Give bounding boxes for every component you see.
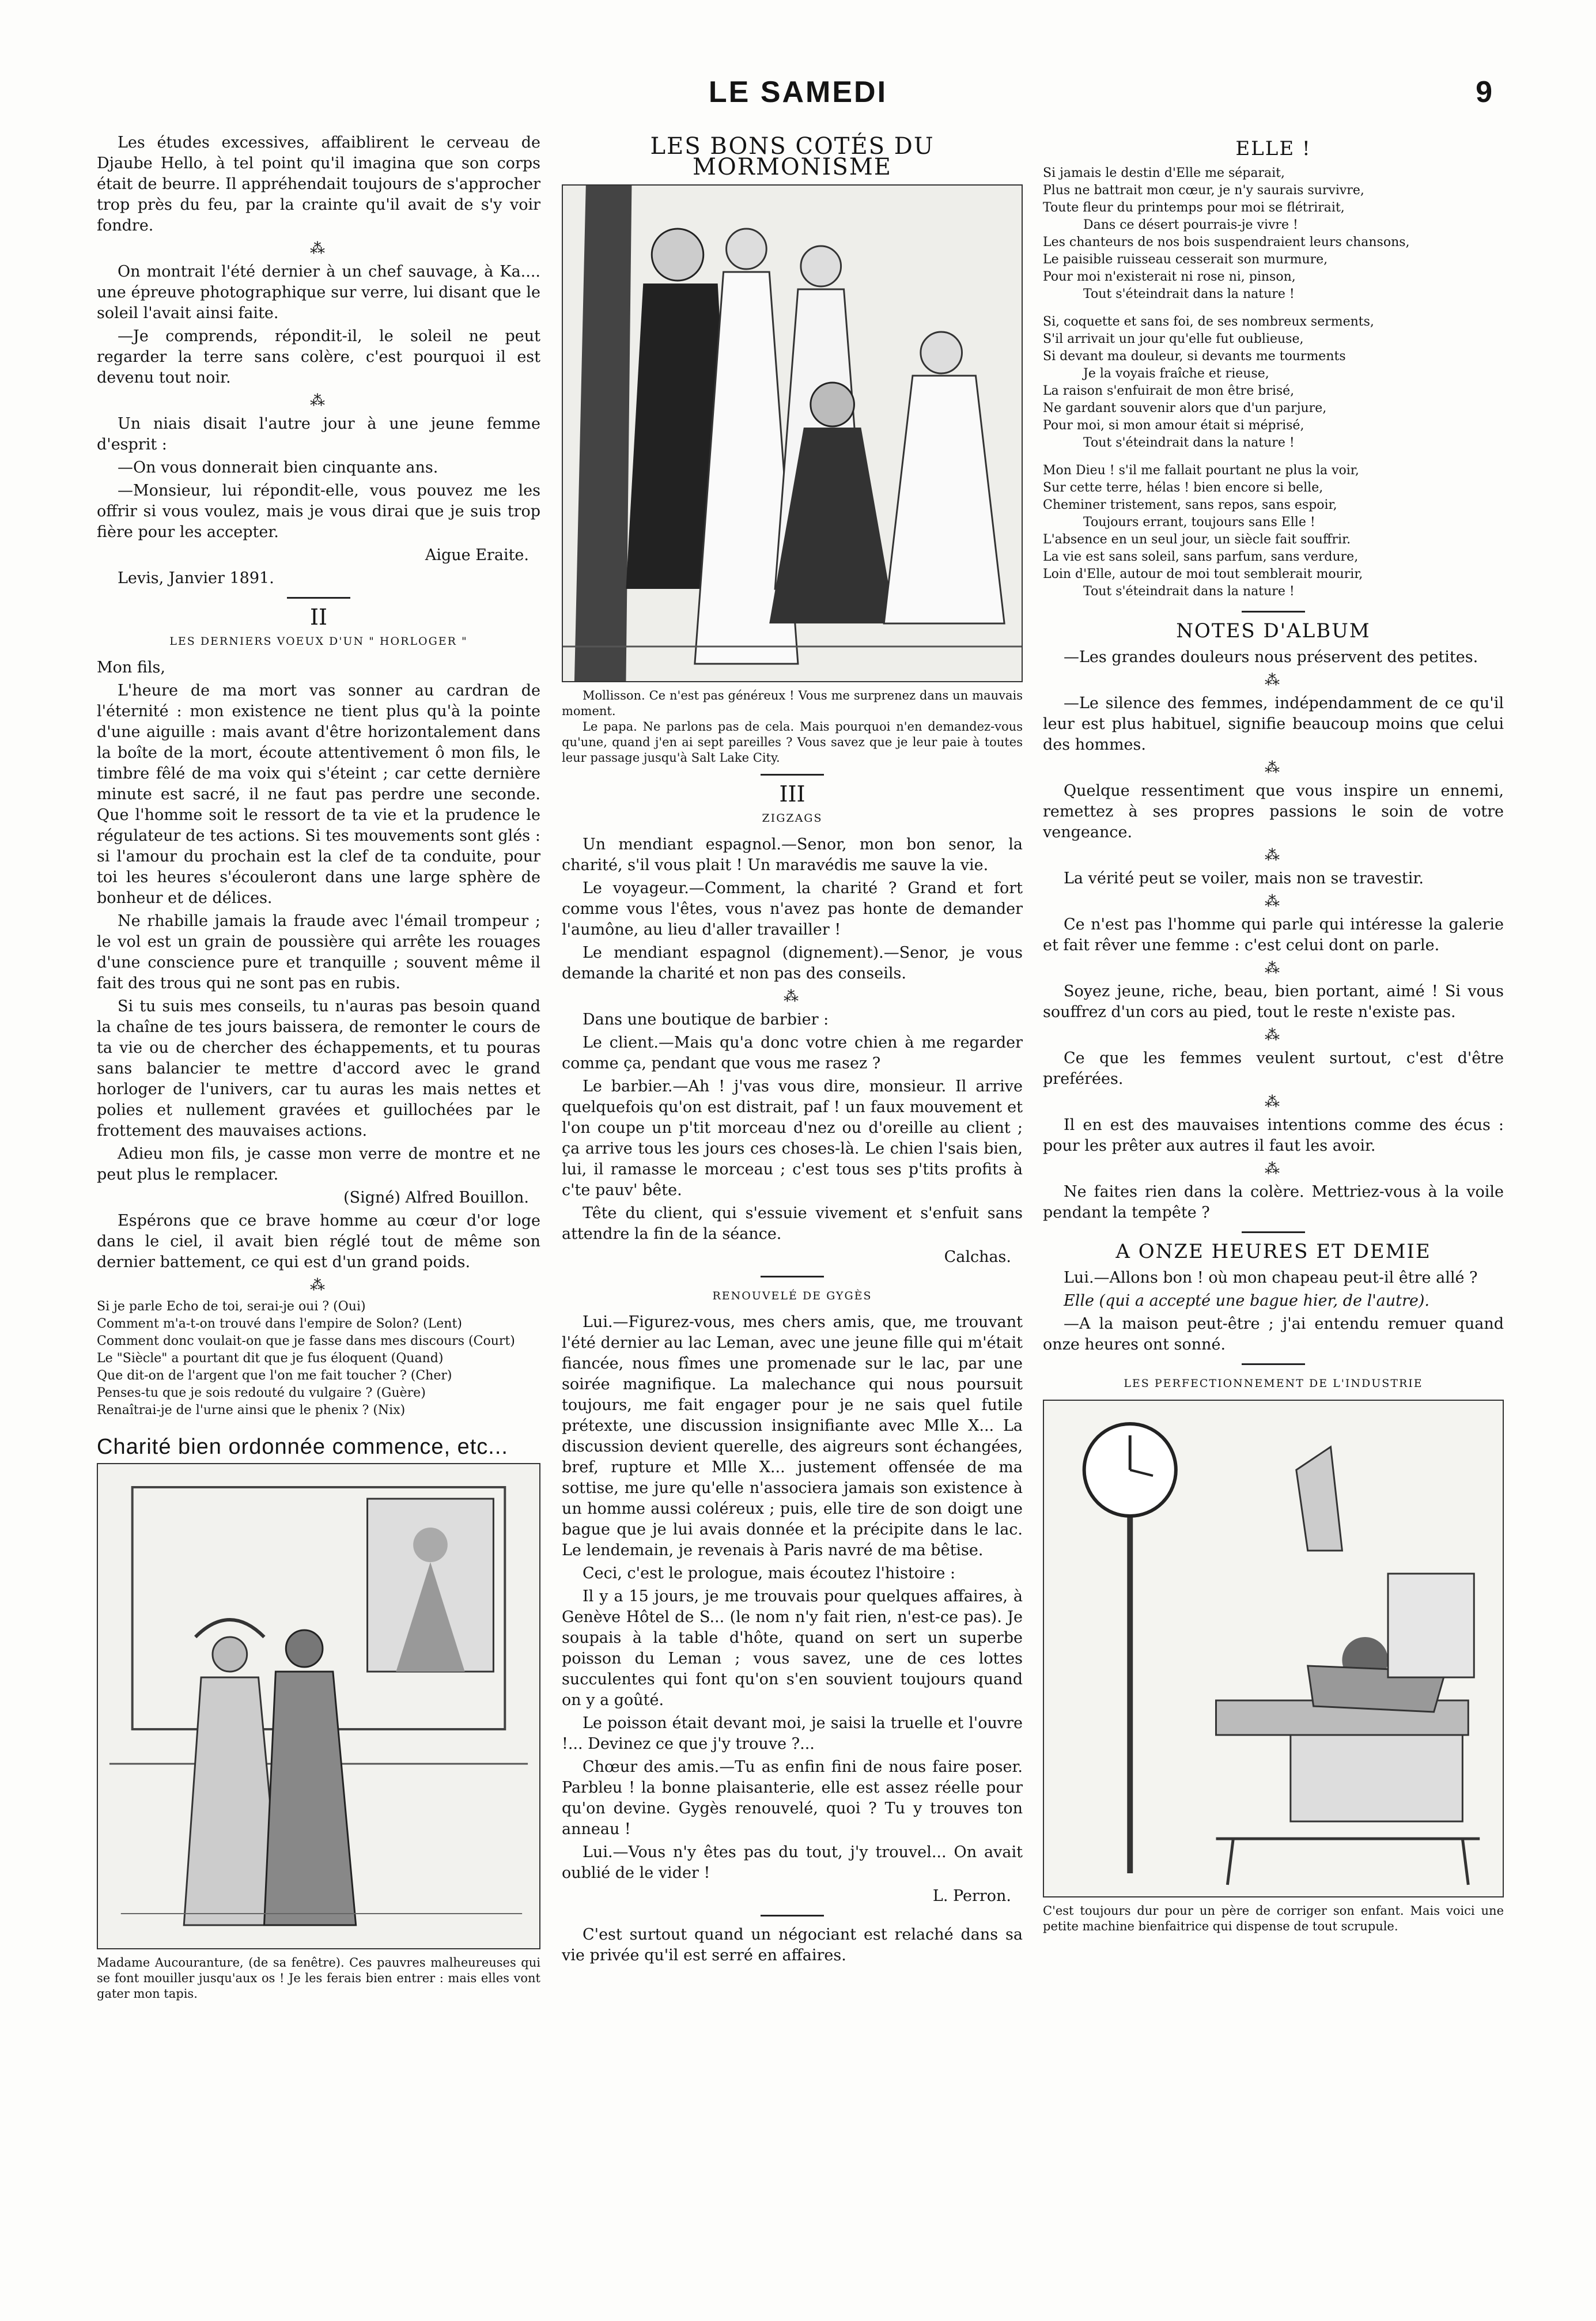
paragraph: Elle (qui a accepté une bague hier, de l'autre). <box>1064 1292 1429 1310</box>
paragraph: C'est surtout quand un négociant est relaché dans sa vie privée qu'il est serré en affaires. <box>562 1926 1023 1964</box>
verse-line: Cheminer tristement, sans repos, sans espoir, <box>1043 498 1337 512</box>
paragraph: Un niais disait l'autre jour à une jeune femme d'esprit : <box>97 415 540 453</box>
paragraph: Le barbier.—Ah ! j'vas vous dire, monsieur. Il arrive quelquefois qu'on est distrait, paf ! un faux mouvement et l'on coupe un p'tit morceau d'nez ou d'oreille au client ; ça arrive tous les jours ces choses-là. Le chien l'sais bien, lui, il ramasse le morceau ; c'est tous ses p'tits profits à c'te pauv' bête. <box>562 1078 1023 1199</box>
poem-stanza <box>1043 462 1504 600</box>
paragraph: Ce n'est pas l'homme qui parle qui intéresse la galerie et fait rêver une femme : c'est celui dont on parle. <box>1043 916 1504 954</box>
verse-line: Si devant ma douleur, si devants me tourments <box>1043 349 1346 364</box>
asterism: ⁂ <box>784 988 801 1005</box>
paragraph: L'heure de ma mort vas sonner au cardran de l'éternité : mon existence ne tient plus qu'à la pointe d'une aiguille : mais avant d'être horizontalement dans la boîte de la mort, écoute attentivement ô mon fils, le timbre fêlé de ma voix qui s'éteint ; car cette dernière minute est sacré, il ne faut pas perdre une seconde. Que l'homme soit le ressort de ta vie et la prudence le régulateur de tes actions. Si tes mouvements sont glés : si l'amour du prochain est la clef de ta conduite, pour toi les heures s'écouleront dans une large sphère de bonheur et de délices. <box>97 682 540 907</box>
asterism: ⁂ <box>310 392 327 410</box>
cartoon-illustration <box>97 1463 540 1949</box>
verse-line: Ne gardant souvenir alors que d'un parjure, <box>1043 401 1327 415</box>
paragraph: On montrait l'été dernier à un chef sauvage, à Ka.... une épreuve photographique sur verre, lui disant que le soleil l'avait ainsi faite. <box>97 263 540 322</box>
asterism: ⁂ <box>1265 1094 1282 1111</box>
paragraph: —Le silence des femmes, indépendamment de ce qu'il leur est plus habituel, signifie beaucoup moins que celui des hommes. <box>1043 694 1504 754</box>
paragraph: Ne rhabille jamais la fraude avec l'émail trompeur ; le vol est un grain de poussière qui arrête les rouages d'une conscience pure et tranquille ; souvent même il fait des trous qui ne sont pas en rubis. <box>97 912 540 992</box>
signature: L. Perron. <box>932 1887 1011 1905</box>
illustration-caption <box>562 688 1023 766</box>
section-title: NOTES D'ALBUM <box>1176 619 1371 642</box>
industry-illustration <box>1043 1400 1504 1897</box>
divider <box>761 774 824 776</box>
paragraph: Un mendiant espagnol.—Senor, mon bon senor, la charité, s'il vous plait ! Un maravédis me sauve la vie. <box>562 836 1023 874</box>
paragraph: Si tu suis mes conseils, tu n'auras pas besoin quand la chaîne de tes jours baissera, de remonter le cours de ta vie ou de chercher des échappements, et tu pouras sans balancier te mettre d'accord avec le grand horloger de l'univers, car tu auras les mais nettes et polies et nullement gravées et guillochées par le frottement des mauvaises actions. <box>97 997 540 1140</box>
riddle-line: Si je parle Echo de toi, serai-je oui ? (Oui) <box>97 1299 366 1314</box>
verse-line: Dans ce désert pourrais-je vivre ! <box>1083 218 1298 232</box>
paragraph: Lui.—Vous n'y êtes pas du tout, j'y trouvel... On avait oublié de le vider ! <box>562 1843 1023 1882</box>
caption-line: Mollisson. Ce n'est pas généreux ! Vous me surprenez dans un mauvais moment. <box>562 689 1023 718</box>
verse-line: Si jamais le destin d'Elle me séparait, <box>1043 166 1285 180</box>
paragraph: —Je comprends, répondit-il, le soleil ne peut regarder la terre sans colère, c'est pourquoi il est devenu tout noir. <box>97 327 540 387</box>
section-title: A ONZE HEURES ET DEMIE <box>1115 1240 1431 1263</box>
paragraph: Le voyageur.—Comment, la charité ? Grand et fort comme vous l'êtes, vous n'avez pas honte de demander l'aumône, au lieu d'aller travailler ! <box>562 879 1023 939</box>
journal-title: LE SAMEDI <box>708 75 888 109</box>
section-number: III <box>779 781 805 807</box>
poem-title: ELLE ! <box>1235 137 1311 160</box>
paragraph: Ceci, c'est le prologue, mais écoutez l'histoire : <box>583 1564 956 1582</box>
verse-line: Les chanteurs de nos bois suspendraient leurs chansons, <box>1043 235 1410 250</box>
column-3 <box>1043 133 1504 2288</box>
paragraph: Il en est des mauvaises intentions comme des écus : pour les prêter aux autres il faut les avoir. <box>1043 1116 1504 1155</box>
signature: (Signé) Alfred Bouillon. <box>343 1189 529 1207</box>
illustration-caption: C'est toujours dur pour un père de corriger son enfant. Mais voici une petite machine bienfaitrice qui dispense de tout scrupule. <box>1043 1904 1504 1933</box>
cartoon-title: Charité bien ordonnée commence, etc... <box>97 1435 508 1459</box>
verse-line: Tout s'éteindrait dans la nature ! <box>1083 436 1295 450</box>
verse-line: Tout s'éteindrait dans la nature ! <box>1083 287 1295 301</box>
asterism: ⁂ <box>310 240 327 258</box>
verse-line: La vie est sans soleil, sans parfum, sans verdure, <box>1043 550 1359 564</box>
verse-line: S'il arrivait un jour qu'elle fut oublieuse, <box>1043 332 1304 346</box>
caption-line: Le papa. Ne parlons pas de cela. Mais pourquoi n'en demandez-vous qu'une, quand j'en ai sept pareilles ? Vous savez que je leur paie à toutes leur passage jusqu'à Salt Lake City. <box>562 720 1023 765</box>
paragraph: —On vous donnerait bien cinquante ans. <box>118 459 438 477</box>
paragraph: —A la maison peut-être ; j'ai entendu remuer quand onze heures ont sonné. <box>1043 1315 1504 1354</box>
verse-line: La raison s'enfuirait de mon être brisé, <box>1043 384 1295 398</box>
paragraph: Dans une boutique de barbier : <box>583 1011 829 1029</box>
verse-line: Le paisible ruisseau cesserait son murmure, <box>1043 252 1328 267</box>
verse-line: Sur cette terre, hélas ! bien encore si belle, <box>1043 481 1323 495</box>
verse-line: Loin d'Elle, autour de moi tout semblerait mourir, <box>1043 567 1363 581</box>
paragraph: Lui.—Figurez-vous, mes chers amis, que, me trouvant l'été dernier au lac Leman, avec une jeune fille qui m'était fiancée, nous fîmes une promenade sur le lac, par une soirée magnifique. La malechance qui nous poursuit toujours, me fait engager pour je ne sais quel futile prétexte, une discussion insignifiante avec Mlle X... La discussion devient querelle, des aigreurs sont échangées, bref, rupture et Mlle X... justement offensée de ma sottise, me jure qu'elle n'associera jamais son existence à un homme aussi coléreux ; puis, elle tire de son doigt une bague que je lui avais donnée et la précipite dans le lac. Le lendemain, je revenais à Paris navré de ma bêtise. <box>562 1313 1023 1559</box>
page-number: 9 <box>1476 75 1492 109</box>
section-title: LES DERNIERS VOEUX D'UN " HORLOGER " <box>169 635 468 648</box>
paragraph: Le mendiant espagnol (dignement).—Senor, je vous demande la charité et non pas des conseils. <box>562 944 1023 982</box>
asterism: ⁂ <box>1265 1160 1282 1178</box>
article-title: LES BONS COTÉS DU MORMONISME <box>650 133 935 180</box>
paragraph: Soyez jeune, riche, beau, bien portant, aimé ! Si vous souffrez d'un cors au pied, tout le reste n'existe pas. <box>1043 982 1504 1021</box>
verse-line: L'absence en un seul jour, un siècle fait souffrir. <box>1043 532 1351 547</box>
paragraph: Les études excessives, affaiblirent le cerveau de Djaube Hello, à tel point qu'il imagina que son corps était de beurre. Il appréhendait toujours de s'approcher trop près du feu, par la crainte qu'il avait de s'y voir fondre. <box>97 134 540 235</box>
section-title: LES PERFECTIONNEMENT DE L'INDUSTRIE <box>1124 1377 1423 1390</box>
paragraph: —Monsieur, lui répondit-elle, vous pouvez me les offrir si vous voulez, mais je vous dirai que je suis trop fière pour les accepter. <box>97 482 540 541</box>
paragraph: Le poisson était devant moi, je saisi la truelle et l'ouvre !... Devinez ce que j'y trouve ?... <box>562 1714 1023 1753</box>
cartoon-caption: Madame Aucouranture, (de sa fenêtre). Ces pauvres malheureuses qui se font mouiller jusqu'aux os ! Je les ferais bien entrer : mais elles vont gater mon tapis. <box>97 1956 540 2001</box>
riddle-line: Que dit-on de l'argent que l'on me fait toucher ? (Cher) <box>97 1369 452 1383</box>
riddle-verses <box>97 1298 540 1419</box>
divider <box>1242 1231 1305 1233</box>
paragraph: Ce que les femmes veulent surtout, c'est d'être preférées. <box>1043 1049 1504 1088</box>
verse-line: Tout s'éteindrait dans la nature ! <box>1083 584 1295 599</box>
paragraph: Espérons que ce brave homme au cœur d'or loge dans le ciel, il avait bien réglé tout de même son dernier battement, ce qui est d'un grand poids. <box>97 1212 540 1271</box>
asterism: ⁂ <box>1265 893 1282 910</box>
salutation: Mon fils, <box>97 659 165 676</box>
page-header <box>92 75 1504 115</box>
paragraph: La vérité peut se voiler, mais non se travestir. <box>1064 870 1424 887</box>
verse-line: Je la voyais fraîche et rieuse, <box>1083 366 1269 381</box>
divider <box>761 1276 824 1277</box>
paragraph: Tête du client, qui s'essuie vivement et s'enfuit sans attendre la fin de la séance. <box>562 1204 1023 1243</box>
riddle-line: Comment donc voulait-on que je fasse dans mes discours (Court) <box>97 1334 515 1348</box>
poem-stanza <box>1043 313 1504 452</box>
paragraph: Lui.—Allons bon ! où mon chapeau peut-il être allé ? <box>1064 1269 1478 1287</box>
verse-line: Mon Dieu ! s'il me fallait pourtant ne plus la voir, <box>1043 463 1359 478</box>
dateline: Levis, Janvier 1891. <box>118 569 274 587</box>
divider <box>1242 611 1305 613</box>
asterism: ⁂ <box>1265 672 1282 689</box>
riddle-line: Renaîtrai-je de l'urne ainsi que le phenix ? (Nix) <box>97 1403 406 1417</box>
mormonism-illustration <box>562 184 1023 682</box>
paragraph: Quelque ressentiment que vous inspire un ennemi, remettez à ses propres passions le soin de votre vengeance. <box>1043 782 1504 841</box>
paragraph: Ne faites rien dans la colère. Mettriez-vous à la voile pendant la tempête ? <box>1043 1183 1504 1222</box>
paragraph: —Les grandes douleurs nous préservent des petites. <box>1064 648 1478 666</box>
verse-line: Pour moi, si mon amour était si méprisé, <box>1043 418 1304 433</box>
signature: Aigue Eraite. <box>425 546 529 564</box>
column-1 <box>97 133 540 2288</box>
asterism: ⁂ <box>1265 960 1282 977</box>
riddle-line: Comment m'a-t-on trouvé dans l'empire de Solon? (Lent) <box>97 1317 462 1331</box>
verse-line: Pour moi n'existerait ni rose ni, pinson, <box>1043 270 1296 284</box>
section-number: II <box>309 604 328 630</box>
divider <box>761 1915 824 1916</box>
asterism: ⁂ <box>1265 847 1282 864</box>
asterism: ⁂ <box>1265 759 1282 777</box>
verse-line: Si, coquette et sans foi, de ses nombreux serments, <box>1043 315 1374 329</box>
divider <box>1242 1363 1305 1365</box>
paragraph: Il y a 15 jours, je me trouvais pour quelques affaires, à Genève Hôtel de S... (le nom n'y fait rien, n'est-ce pas). Je soupais à la table d'hôte, quand on sert un superbe poisson du Leman ; vous savez, une de ces lottes succulentes qui font qu'on s'en souvient toujours quand on y a goûté. <box>562 1587 1023 1709</box>
riddle-line: Le "Siècle" a pourtant dit que je fus éloquent (Quand) <box>97 1351 444 1366</box>
column-2 <box>562 133 1023 2288</box>
poem-stanza <box>1043 165 1504 303</box>
divider <box>287 597 350 599</box>
asterism: ⁂ <box>310 1277 327 1294</box>
verse-line: Toute fleur du printemps pour moi se flétrirait, <box>1043 201 1345 215</box>
riddle-line: Penses-tu que je sois redouté du vulgaire ? (Guère) <box>97 1386 426 1400</box>
section-title: ZIGZAGS <box>762 812 823 825</box>
verse-line: Plus ne battrait mon cœur, je n'y saurais survivre, <box>1043 183 1364 198</box>
paragraph: Adieu mon fils, je casse mon verre de montre et ne peut plus le remplacer. <box>97 1145 540 1184</box>
verse-line: Toujours errant, toujours sans Elle ! <box>1083 515 1315 530</box>
asterism: ⁂ <box>1265 1027 1282 1044</box>
paragraph: Le client.—Mais qu'a donc votre chien à me regarder comme ça, pendant que vous me rasez ? <box>562 1034 1023 1072</box>
section-title: RENOUVELÉ DE GYGÈS <box>712 1290 872 1302</box>
paragraph: Chœur des amis.—Tu as enfin fini de nous faire poser. Parbleu ! la bonne plaisanterie, elle est assez réelle pour qu'on devine. Gygès renouvelé, quoi ? Tu y trouves ton anneau ! <box>562 1758 1023 1838</box>
signature: Calchas. <box>944 1248 1011 1266</box>
